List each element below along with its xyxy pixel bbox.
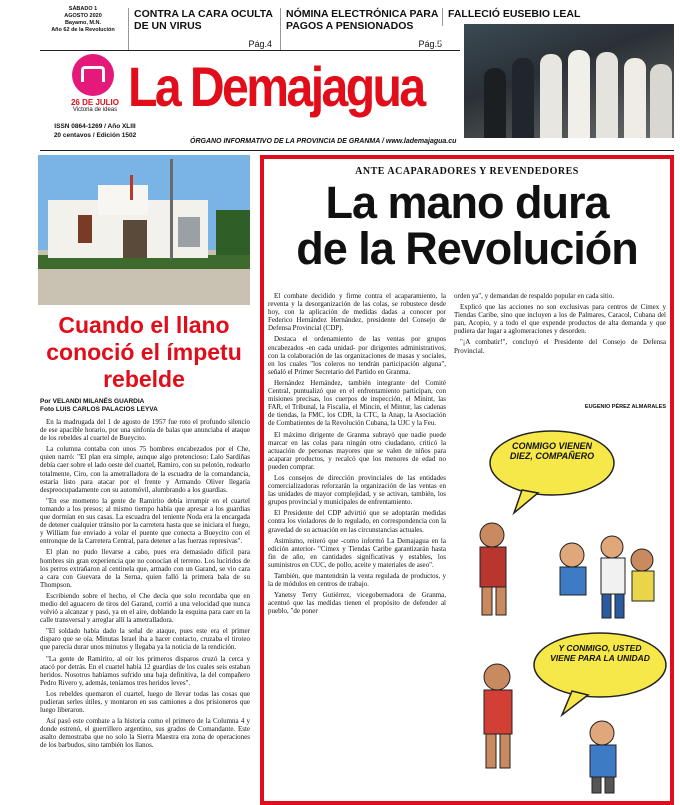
paragraph: También, que mantendrán la venta regulada de productos, y la de módulos en centros de trabajo. — [268, 572, 446, 589]
paragraph: El Presidente del CDP advirtió que se adoptarán medidas contra los violadores de lo regulado, en correspondencia con la gravedad de su actuación en las circunstancias actuales. — [268, 509, 446, 534]
paragraph: Destaca el ordenamiento de las ventas por grupos encabezados -en cada unidad- por dirigentes administrativos, con la colaboración de las organizaciones de masas y sociales, en los cuales "los coleros no tendrán participación alguna", señaló el Primer Secretario del Partido en Granma. — [268, 335, 446, 376]
issn-info — [40, 122, 150, 140]
teaser-pensions[interactable] — [280, 8, 448, 50]
headline-line: La mano dura — [325, 177, 609, 228]
main-story-signature: EUGENIO PÉREZ ALMARALES — [584, 404, 666, 410]
teaser-title: NÓMINA ELECTRÓNICA PARA PAGOS A PENSIONADOS — [286, 8, 439, 32]
teaser-title: CONTRA LA CARA OCULTA DE UN VIRUS — [134, 8, 273, 32]
paragraph: Así pasó este combate a la historia como el primero de la Columna 4 y donde estrenó, el guerrillero argentino, sus grados de Comandante. Este asalto demostraba que no solo la Sierra Maestra era zona de operaciones de los barbudos, sino también los llanos. — [40, 717, 250, 750]
anniversary-date: 26 DE JULIO — [70, 98, 119, 107]
teaser-page: Pág.5 — [418, 39, 442, 49]
tagline: ÓRGANO INFORMATIVO DE LA PROVINCIA DE GRANMA / www.lademajagua.cu — [190, 138, 457, 145]
anniversary-slogan: Victoria de ideas — [72, 107, 118, 113]
price-edition: 20 centavos / Edición 1502 — [53, 132, 137, 139]
cartoon-bubble-1: CONMIGO VIENEN DIEZ, COMPAÑERO — [509, 441, 595, 461]
paragraph: orden ya", y demandan de respaldo popular en cada sitio. — [454, 292, 615, 300]
paragraph: Los rebeldes quemaron el cuartel, luego de llevar todas las cosas que pudieran serles útiles, y montaron en sus camiones a dos prisioneros que luego liberaron. — [40, 689, 250, 715]
main-story-headline — [262, 177, 672, 274]
paragraph: Hernández Hernández, también integrante del Comité Central, puntualizó que en el enfrentamiento participan, con misiones precisas, los cuerpos de inspección, el Minint, las FAR, el Tribunal, la Fiscalía, el Mincin, el Mintur, las cadenas de tiendas, la FMC, los CDR, la CTC, la Anap, la Asociación de Combatientes de la Revolución Cubana, la UJC y la Feu. — [268, 378, 446, 428]
paragraph: "¡A combatir!", concluyó el Presidente del Consejo de Defensa Provincial. — [454, 338, 666, 355]
teaser-virus[interactable] — [128, 8, 278, 50]
main-story-kicker: ANTE ACAPARADORES Y REVENDEDORES — [355, 166, 579, 177]
monument-photo — [38, 155, 250, 305]
main-story-col1 — [268, 292, 446, 794]
paragraph: El plan no pudo llevarse a cabo, pues era demasiado difícil para hombres sin gran experiencia que no conocían el terreno. Los lucíridos de los perros extrañaron al centinela que, armado con un Garand, se vio cara a cara con Guevara de la Serna, quien falló la primera bala de su Thompson. — [40, 548, 250, 589]
paragraph: "En ese momento la gente de Ramirito debía irrumpir en el cuartel tomando a los presos; al mismo tiempo había que apresar a los guardias que dormían en sus casas. La escuadra del teniente Noda era la encargada de detener cualquier tránsito por la carretera hasta que se iniciara el fuego, y William fue enviado a volar el puente que conecta a Bueycito con el entronque de la Carretera Central, para detener a las fuerzas represivas". — [40, 496, 250, 546]
main-story-col2 — [454, 292, 666, 402]
issue-meta — [40, 6, 126, 34]
paragraph: Explicó que las acciones no son exclusivas para centros de Cimex y Tiendas Caribe, sino que incluyen a los de Palmares, Caracol, Cubana del pan, Acopio, y a todo el que expende productos de alta demanda y que pudiera dar lugar a aglomeraciones y desorden. — [454, 303, 666, 336]
photo-credit: Foto LUIS CARLOS PALACIOS LEYVA — [40, 406, 158, 413]
issue-day: SÁBADO 1 — [68, 6, 98, 12]
headline-line: de la Revolución — [296, 223, 638, 274]
teaser-title: FALLECIÓ EUSEBIO LEAL — [448, 8, 581, 20]
author: Por VELANDI MILANÉS GUARDIA — [40, 398, 145, 405]
teaser-page: Pág.4 — [248, 39, 272, 49]
revolution-year: Año 62 de la Revolución — [51, 27, 115, 33]
paragraph: El máximo dirigente de Granma subrayó que nadie puede marcar en las colas para ningún otro ciudadano, criticó la actuación de personas mayores que se valen de niños para acaparar productos, y recalcó que los menores de edad no pueden comprar. — [268, 430, 446, 471]
newspaper-logo-icon — [72, 54, 114, 96]
left-story-headline: Cuando el llano conoció el ímpetu rebelde — [46, 312, 242, 392]
issue-place: Bayamo, M.N. — [64, 20, 102, 26]
paragraph: La columna contaba con unos 75 hombres encabezados por el Che, quien narró: "El plan era simple, aunque algo pretencioso: Lalo Sardiñas debía caer sobre el lado oeste del cuartel, Ramiro, con su pelotón, rodearlo totalmente, Ciro, con la ametralladora de la escuadra de la comandancia, estaría listo para atacar por el frente y Armando Oliver llegaría despreocupadamente con su automóvil, alumbrando a los guardias. — [40, 445, 250, 494]
paragraph: En la madrugada del 1 de agosto de 1957 fue roto el profundo silencio de ese apacible horario, por una sinfonía de balas que anunciaba el ataque de los rebeldes al cuartel de Bueycito. — [40, 418, 250, 443]
paragraph: El combate decidido y firme contra el acaparamiento, la reventa y la desorganización de las colas, se robustece desde hoy, con la aplicación de medidas dadas a conocer por Federico Hernández Hernández, presidente del Consejo de Defensa Provincial (CDP). — [268, 292, 446, 333]
teaser-page: Pág.7 — [438, 38, 462, 48]
masthead-rule — [40, 50, 460, 51]
cartoon-bubble-2: Y CONMIGO, USTED VIENE PARA LA UNIDAD — [550, 643, 650, 663]
paragraph: "El soldado había dado la señal de ataque, pues este era el primer disparo que se oía. Minutas Israel iba a hacer contacto, cruzaba el tiroteo que parecía durar unos minutos y llegaba ya la noticia de la rendición. — [40, 627, 250, 652]
left-story-body — [40, 418, 250, 795]
left-story-byline — [40, 398, 250, 414]
paragraph: Yanetsy Terry Gutiérrez, vicegobernadora de Granma, acentuó que las medidas tienen el propósito de defender al pueblo, "de poner — [268, 591, 446, 616]
paragraph: Asimismo, reiteró que -como informó La Demajagua en la edición anterior- "Cimex y Tiendas Caribe garantizarán hasta fin de año, en cantidades significativas y estables, los suministros en CUC, de pollo, aceite y materiales de aseo". — [268, 536, 446, 569]
issue-month: AGOSTO 2020 — [64, 13, 102, 19]
mourning-photo — [464, 24, 674, 138]
cartoon — [452, 415, 670, 795]
paragraph: "La gente de Ramirito, al oír los primeros disparos cruzó la cerca y atacó por detrás. En el cuartel había 12 guardias de los cuales seis estaban heridos. Nosotros habíamos sufrido una baja definitiva, la del compañero Pedro Rivero y, además, teníamos tres heridos leves". — [40, 654, 250, 687]
masthead-bottom-rule — [40, 150, 674, 151]
paragraph: Los consejos de dirección provinciales de las entidades comercializadoras reforzarán la organización de las ventas en las unidades de mayor complejidad, y se activan, también, los grupos provincial y municipales de enfrentamiento. — [268, 473, 446, 507]
newspaper-title: La Demajagua — [128, 55, 424, 118]
issn: ISSN 0864-1269 / Año XLIII — [54, 123, 136, 130]
paragraph: Escribiendo sobre el hecho, el Che decía que solo recordaba que en medio del aguacero de tiros del Garand, corrió a una velocidad que nunca volvió a alcanzar y pasó, ya en el aire, doblando la esquina para caer en la calle transversal y arreglar allí la ametralladora. — [40, 591, 250, 625]
